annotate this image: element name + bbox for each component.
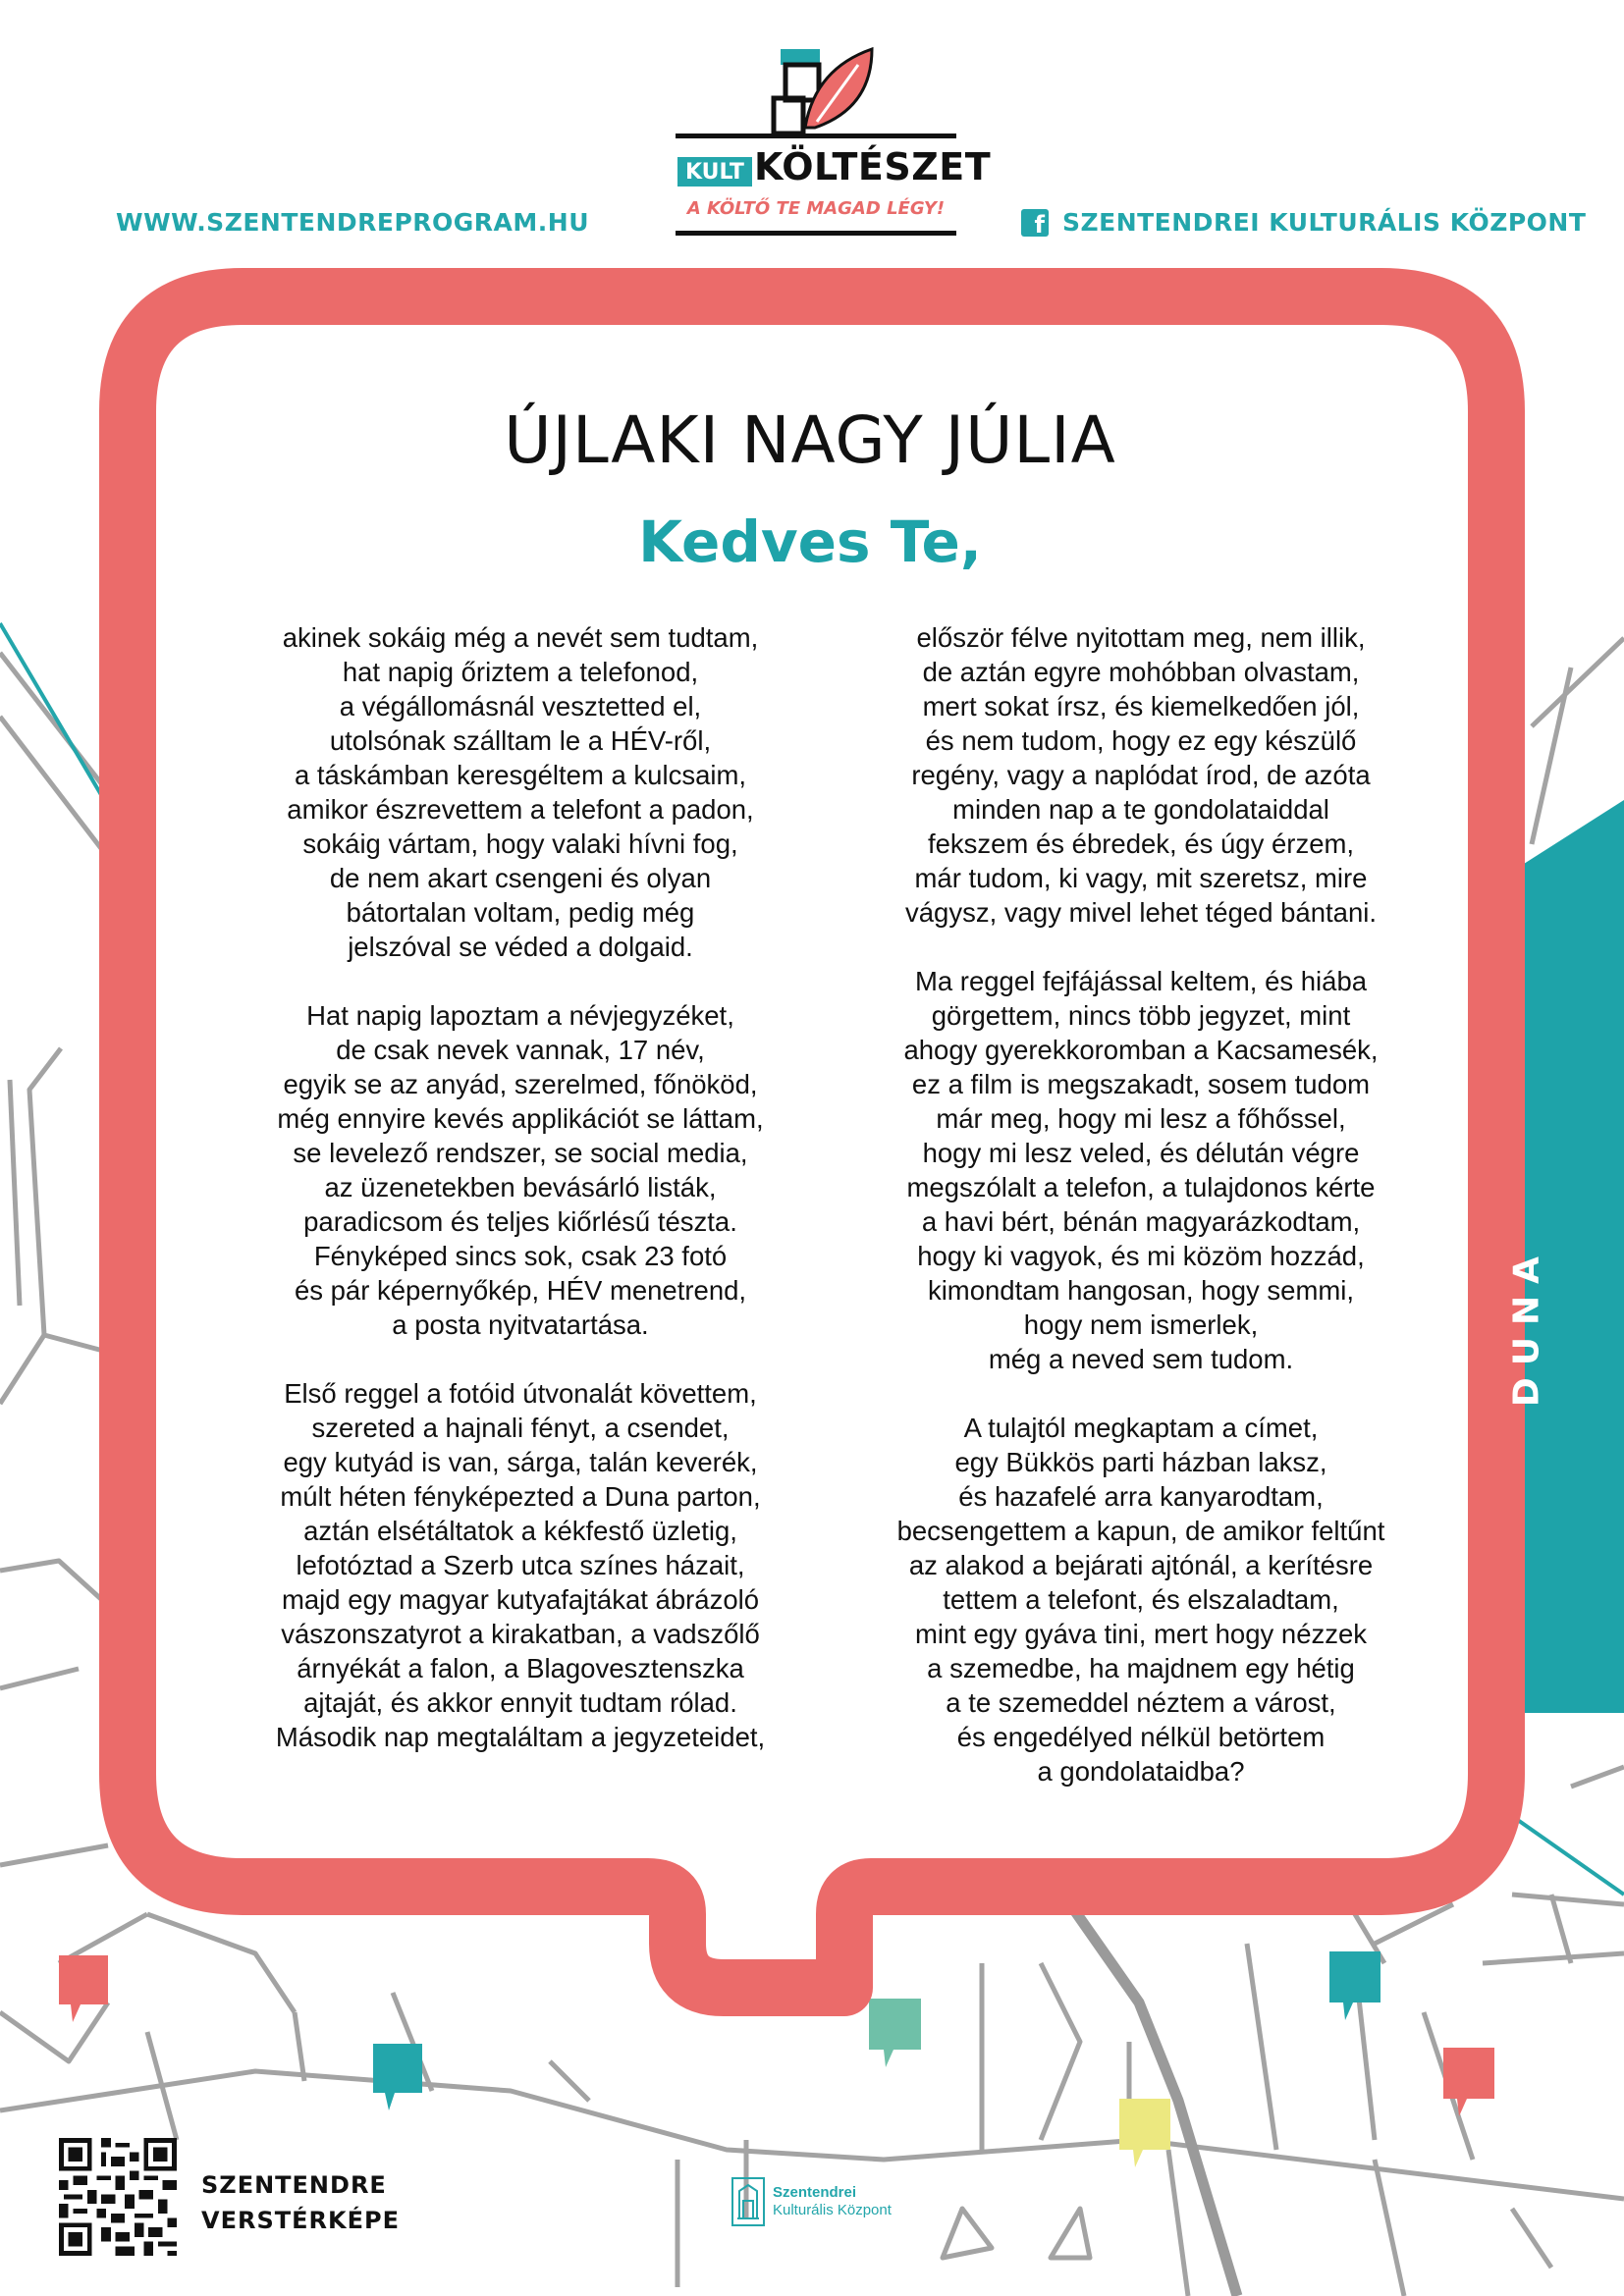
- footer-line-2: VERSTÉRKÉPE: [201, 2207, 400, 2234]
- poem-column-right: [866, 620, 1416, 1823]
- marker-yellow: [1119, 2099, 1170, 2167]
- stanza: akinek sokáig még a nevét sem tudtam, hat napig őriztem a telefonod, a végállomásnál vesztetted el, utolsónak szálltam le a HÉV-ről, a táskámban keresgéltem a kulcsaim, amikor észrevettem a telefont a padon, sokáig vártam, hogy valaki hívni fog, de nem akart csengeni és olyan bátortalan voltam, pedig még jelszóval se véded a dolgaid.: [282, 622, 759, 962]
- skk-logo: [731, 2177, 892, 2226]
- qr-code-icon[interactable]: [59, 2138, 177, 2256]
- facebook-label: SZENTENDREI KULTURÁLIS KÖZPONT: [1062, 208, 1587, 237]
- kultkolteszet-logo: [658, 39, 992, 245]
- stanza: Hat napig lapoztam a névjegyzéket, de csak nevek vannak, 17 név, egyik se az anyád, szerelmed, főnököd, még ennyire kevés applikációt se láttam, se levelező rendszer, se social media, az üzenetekben bevásárló listák, paradicsom és teljes kiőrlésű tészta. Fényképed sincs sok, csak 23 fotó és pár képernyőkép, HÉV menetrend, a posta nyitvatartása.: [277, 1000, 764, 1340]
- facebook-icon: f: [1021, 209, 1049, 237]
- website-link[interactable]: WWW.SZENTENDREPROGRAM.HU: [116, 208, 589, 237]
- footer-line-1: SZENTENDRE: [201, 2171, 387, 2199]
- building-icon: [731, 2177, 765, 2226]
- marker-red-right: [1443, 2048, 1494, 2116]
- poem-column-left: [245, 620, 795, 1789]
- poem-title: Kedves Te,: [638, 508, 982, 575]
- facebook-link[interactable]: [1021, 208, 1586, 237]
- logo-rule-top: [676, 133, 956, 138]
- logo-tagline: A KÖLTŐ TE MAGAD LÉGY!: [686, 198, 946, 219]
- marker-teal-right: [1329, 1951, 1380, 2020]
- river-line-left: [0, 623, 113, 815]
- stanza: Ma reggel fejfájással keltem, és hiába görgettem, nincs több jegyzet, mint ahogy gyerekkoromban a Kacsamesék, ez a film is megszakadt, sosem tudom már meg, hogy mi lesz a főhőssel, hogy mi lesz veled, és délután végre megszólalt a telefon, a tulajdonos kérte a havi bért, bénán magyarázkodtam, hogy ki vagyok, és mi közöm hozzád, kimondtam hangosan, hogy semmi, hogy nem ismerlek, még a neved sem tudom.: [903, 966, 1379, 1374]
- org-line-2: Kulturális Központ: [773, 2202, 892, 2218]
- stanza: Első reggel a fotóid útvonalát követtem, szereted a hajnali fényt, a csendet, egy kutyád is van, sárga, talán keverék, múlt héten fényképezted a Duna parton, aztán elsétáltatok a kékfestő üzletig, lefotóztad a Szerb utca színes házait, majd egy magyar kutyafajtákat ábrázoló vászonszatyrot a kirakatban, a vadszőlő árnyékát a falon, a Blagovesztenszka ajtaját, és akkor ennyit tudtam rólad. Második nap megtaláltam a jegyzeteidet,: [275, 1378, 766, 1752]
- poem-author: ÚJLAKI NAGY JÚLIA: [504, 402, 1116, 478]
- footer-title: [201, 2167, 400, 2238]
- river-line-right: [1512, 1816, 1624, 1895]
- river-label: DUNA: [1506, 1244, 1547, 1408]
- logo-kult: KULT: [677, 157, 752, 187]
- stanza: A tulajtól megkaptam a címet, egy Bükkös parti házban laksz, és hazafelé arra kanyarodtam, becsengettem a kapun, de amikor feltűnt az alakod a bejárati ajtónál, a kerítésre tettem a telefont, és elszaladtam, mint egy gyáva tini, mert hogy nézzek a szemedbe, ha majdnem egy hétig a te szemeddel néztem a várost, és engedélyed nélkül betörtem a gondolataidba?: [896, 1413, 1385, 1787]
- logo-rule-bottom: [676, 231, 956, 236]
- marker-teal-left: [373, 2044, 422, 2110]
- stanza: először félve nyitottam meg, nem illik, de aztán egyre mohóbban olvastam, mert sokat írsz, és kiemelkedően jól, és nem tudom, hogy ez egy készülő regény, vagy a naplódat írod, de azóta minden nap a te gondolataiddal fekszem és ébredek, és úgy érzem, már tudom, ki vagy, mit szeretsz, mire vágysz, vagy mivel lehet téged bántani.: [904, 622, 1377, 928]
- org-line-1: Szentendrei: [773, 2184, 857, 2201]
- tower-leaf-icon: [658, 39, 968, 137]
- marker-green: [869, 1999, 921, 2067]
- logo-name: KÖLTÉSZET: [754, 145, 992, 188]
